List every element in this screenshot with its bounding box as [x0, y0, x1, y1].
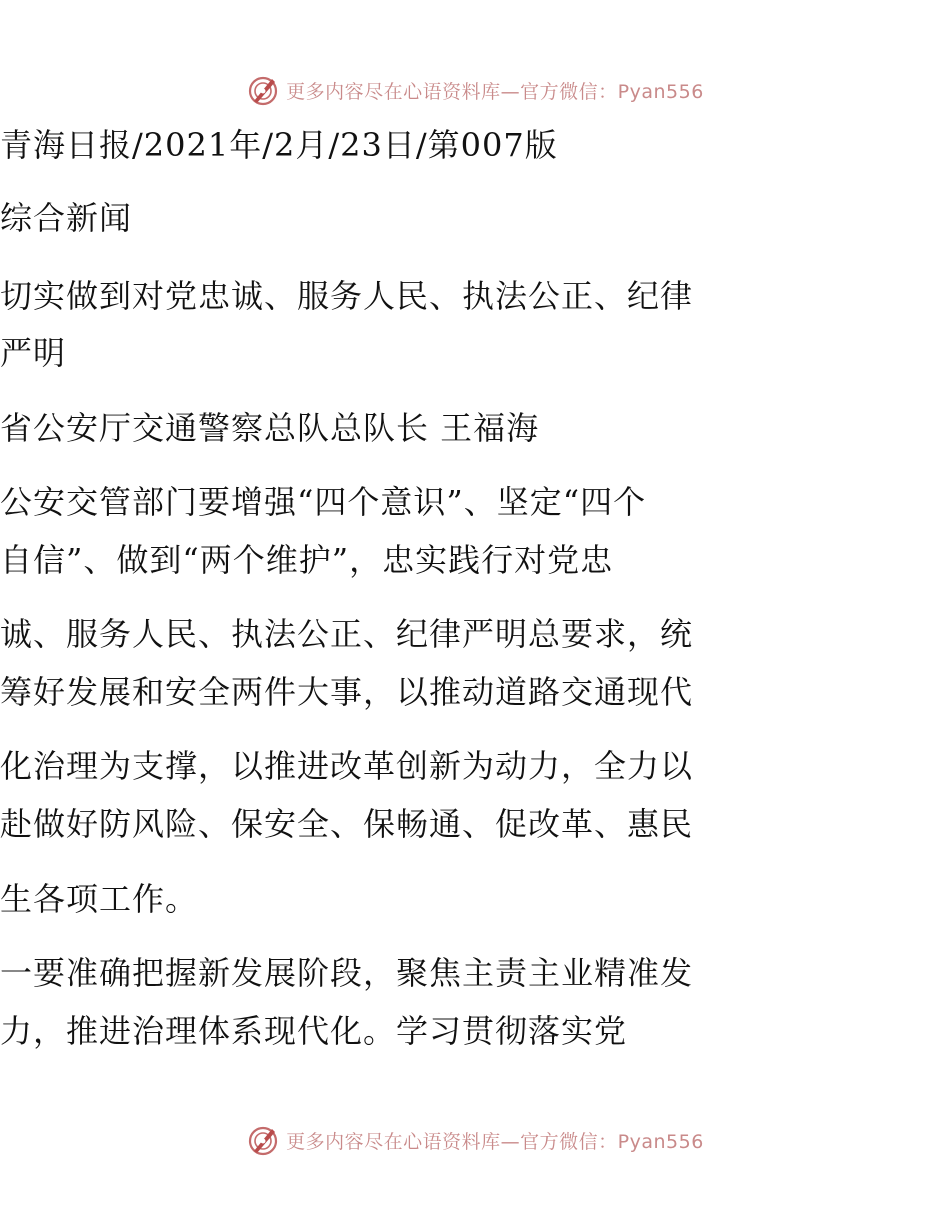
- pen-logo-icon: [246, 1123, 280, 1157]
- article-source-line: 青海日报/2021年/2月/23日/第007版: [0, 126, 558, 164]
- watermark-header: [0, 70, 950, 110]
- article-paragraph-line: 筹好发展和安全两件大事，以推动道路交通现代: [0, 673, 694, 711]
- article-paragraph-line: 诚、服务人民、执法公正、纪律严明总要求，统: [0, 615, 694, 653]
- article-paragraph-line: 一要准确把握新发展阶段，聚焦主责主业精准发: [0, 954, 694, 992]
- article-paragraph-line: 公安交管部门要增强“四个意识”、坚定“四个: [0, 483, 647, 521]
- pen-logo-icon: [246, 73, 280, 107]
- article-title-line: 严明: [0, 334, 67, 372]
- article-paragraph-line: 赴做好防风险、保安全、保畅通、促改革、惠民: [0, 805, 694, 843]
- article-title-line: 切实做到对党忠诚、服务人民、执法公正、纪律: [0, 277, 694, 315]
- article-paragraph-line: 化治理为支撑，以推进改革创新为动力，全力以: [0, 747, 694, 785]
- watermark-text: 更多内容尽在心语资料库—官方微信：Pyan556: [286, 1130, 704, 1153]
- article-author-line: 省公安厅交通警察总队总队长 王福海: [0, 409, 540, 447]
- watermark-text: 更多内容尽在心语资料库—官方微信：Pyan556: [286, 80, 704, 103]
- watermark-footer: [0, 1120, 950, 1160]
- watermark-wechat-id: Pyan556: [617, 80, 704, 103]
- watermark-wechat-id: Pyan556: [617, 1130, 704, 1153]
- article-paragraph-line: 自信”、做到“两个维护”，忠实践行对党忠: [0, 541, 614, 579]
- article-section: 综合新闻: [0, 199, 133, 237]
- article-paragraph-line: 力，推进治理体系现代化。学习贯彻落实党: [0, 1012, 628, 1050]
- article-paragraph-line: 生各项工作。: [0, 880, 199, 918]
